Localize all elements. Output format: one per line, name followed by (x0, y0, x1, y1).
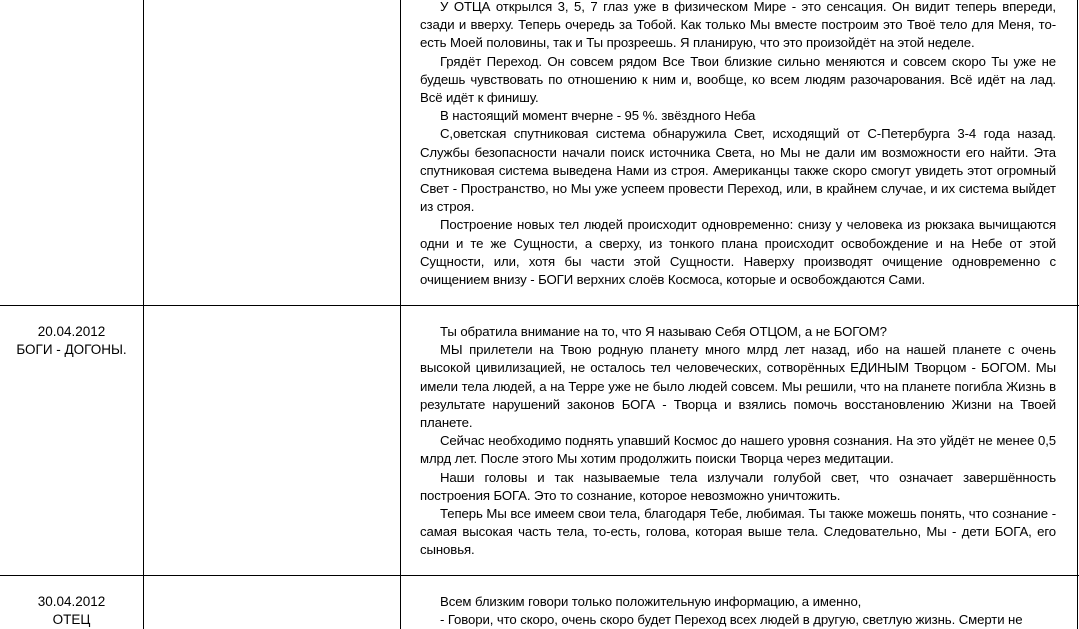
paragraph: Ты обратила внимание на то, что Я называю Себя ОТЦОМ, а не БОГОМ? (440, 324, 887, 339)
paragraph: Наши головы и так называемые тела излучали голубой свет, что означает завершённость построения БОГА. Это то сознание, которое невозможно уничтожить. (420, 469, 1056, 503)
entry-title: БОГИ - ДОГОНЫ. (16, 342, 127, 357)
column-divider-1 (143, 0, 144, 629)
table-row-text (420, 593, 1056, 629)
paragraph: С,оветская спутниковая система обнаружила Свет, исходящий от С-Петербурга 3-4 года назад. Службы безопасности начали поиск источника Света, но Мы не дали им возможности его найти. Эта спутниковая система выведена Нами из строя. Американцы также скоро смогут увидеть этот огромный Свет - Пространство, но Мы уже успеем провести Переход, или, в крайнем случае, и их система выйдет из строя. (420, 126, 1056, 215)
paragraph: Построение новых тел людей происходит одновременно: снизу у человека из рюкзака вычищаются одни и те же Сущности, а сверху, из тонкого плана происходит освобождение и на Небе от этой Сущности, или, хотя бы части этой Сущности. Наверху производят очищение одновременно с очищением внизу - БОГИ верхних слоёв Космоса, которые и освобождаются Сами. (420, 217, 1056, 288)
paragraph: - Говори, что скоро, очень скоро будет Переход всех людей в другую, светлую жизнь. Смерти не (440, 612, 1023, 628)
paragraph: У ОТЦА открылся 3, 5, 7 глаз уже в физическом Мире - это сенсация. Он видит теперь впереди, сзади и вверху. Теперь очередь за Тобой. Как только Мы вместе построим это Твоё тело для Меня, то-есть Моей половины, так и Ты прозреешь. Я планирую, что это произойдёт на этой неделе. (420, 0, 1056, 51)
entry-title: ОТЕЦ (52, 612, 91, 627)
paragraph: Теперь Мы все имеем свои тела, благодаря Тебе, любимая. Ты также можешь понять, что сознание - самая высокая часть тела, то-есть, голова, которая выше тела. Следовательно, Мы - дети БОГА, его сыновья. (420, 506, 1056, 558)
row-divider-2 (0, 575, 1079, 576)
paragraph: Всем близким говори только положительную информацию, а именно, (440, 594, 862, 609)
table-row-text (420, 0, 1056, 289)
table-row-text (420, 323, 1056, 560)
paragraph: В настоящий момент вчерне - 95 %. звёздного Неба (440, 108, 756, 124)
column-divider-2 (400, 0, 401, 629)
table-row-date (0, 323, 143, 359)
row-divider-1 (0, 305, 1079, 306)
paragraph: Грядёт Переход. Он совсем рядом Все Твои близкие сильно меняются и совсем скоро Ты уже не будешь чувствовать по отношению к ним и, вообще, ко всем людям разочарования. Всё идёт на лад. Всё идёт к финишу. (420, 53, 1056, 106)
table-row-date (0, 593, 143, 629)
column-divider-3 (1077, 0, 1078, 629)
paragraph: МЫ прилетели на Твою родную планету много млрд лет назад, ибо на нашей планете с очень высокой цивилизацией, не осталось тел человеческих, сотворённых ЕДИНЫМ Творцом - БОГОМ. Мы имели тела людей, а на Терре уже не было людей совсем. Мы решили, что на планете погибла Жизнь в результате нарушений законов БОГА - Творца и взялись помочь восстановлению Жизни на Твоей планете. (420, 342, 1056, 431)
entry-date: 30.04.2012 (37, 594, 106, 609)
entry-date: 20.04.2012 (37, 324, 106, 339)
paragraph: Сейчас необходимо поднять упавший Космос до нашего уровня сознания. На это уйдёт не менее 0,5 млрд лет. После этого Мы хотим продолжить поиски Творца через медитации. (420, 433, 1056, 467)
